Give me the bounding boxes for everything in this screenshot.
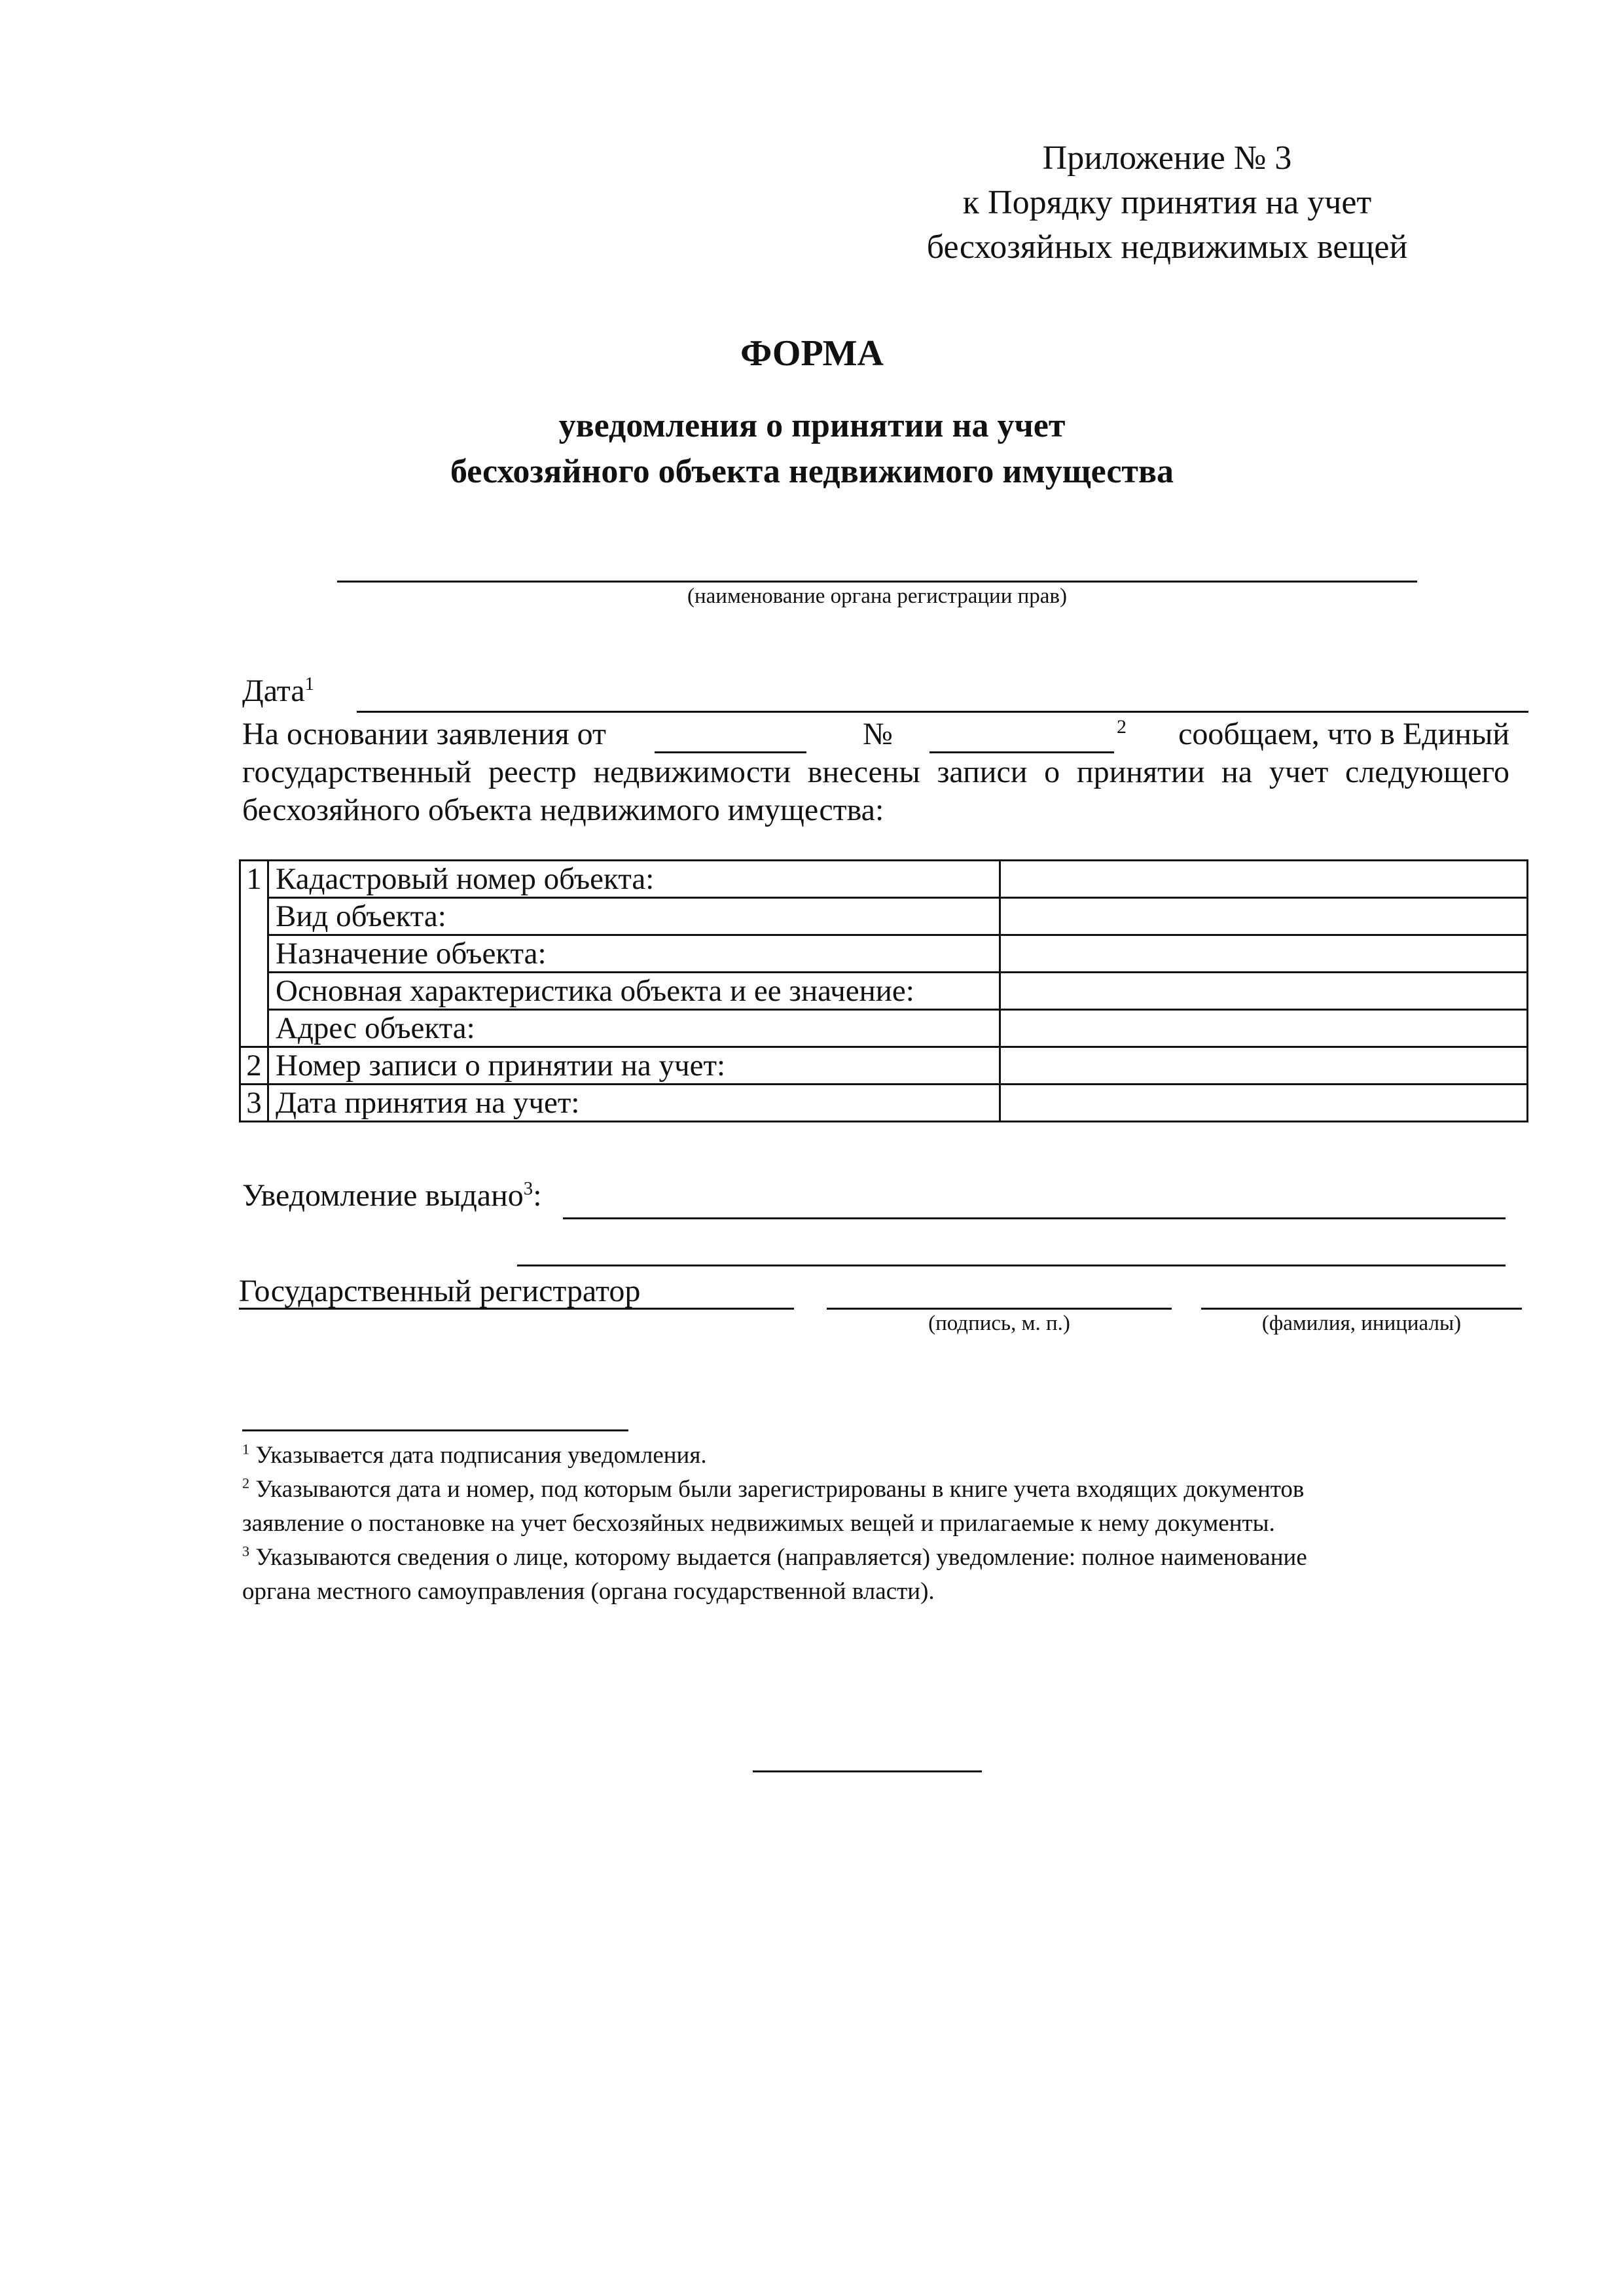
footnote-3-line-2: органа местного самоуправления (органа государственной власти). [242, 1578, 935, 1605]
row-label-registration-date: Дата принятия на учет: [268, 1085, 1000, 1122]
footnote-2-line-2: заявление о постановке на учет бесхозяйных недвижимых вещей и прилагаемые к нему документы. [242, 1510, 1275, 1537]
row-value-main-characteristic[interactable] [1000, 973, 1528, 1010]
subtitle-line-1: уведомления о принятии на учет [558, 407, 1066, 444]
date-field-line[interactable] [357, 711, 1528, 713]
issued-field-line-2[interactable] [517, 1265, 1506, 1266]
row-value-record-number[interactable] [1000, 1047, 1528, 1085]
name-field-line[interactable] [1201, 1308, 1522, 1310]
name-caption: (фамилия, инициалы) [1261, 1312, 1462, 1335]
row-label-record-number: Номер записи о принятии на учет: [268, 1047, 1000, 1085]
appendix-line-3: бесхозяйных недвижимых вещей [926, 228, 1408, 266]
row-number: 2 [240, 1047, 268, 1085]
row-label-purpose: Назначение объекта: [268, 935, 1000, 973]
row-value-object-type[interactable] [1000, 898, 1528, 935]
issued-field-line-1[interactable] [563, 1217, 1506, 1219]
footnote-2-line-1: $^2$ Указываются дата и номер, под которым были зарегистрированы в книге учета входящих документов [242, 1475, 1305, 1503]
table-row [240, 861, 1528, 898]
number-sign: № [863, 717, 893, 751]
table-row [240, 973, 1528, 1010]
appendix-line-2: к Порядку принятия на учет [962, 184, 1372, 221]
table-row [240, 1047, 1528, 1085]
row-number: 1 [240, 861, 268, 1047]
statement-part-2: сообщаем, что в Единый [1178, 717, 1509, 751]
footnote-mark-2: 2 [1117, 716, 1127, 738]
row-value-registration-date[interactable] [1000, 1085, 1528, 1122]
appendix-header [840, 136, 1494, 270]
row-label-cadastral-number: Кадастровый номер объекта: [268, 861, 1000, 898]
registrar-label-underline [239, 1308, 794, 1310]
table-row [240, 1085, 1528, 1122]
statement-line-3: бесхозяйного объекта недвижимого имущества: [242, 793, 884, 827]
appendix-line-1: Приложение № 3 [1042, 139, 1292, 177]
row-value-address[interactable] [1000, 1010, 1528, 1047]
registrar-label: Государственный регистратор [239, 1274, 641, 1308]
authority-caption: (наименование органа регистрации прав) [687, 584, 1067, 608]
end-divider [753, 1770, 982, 1772]
authority-name-line[interactable] [337, 581, 1417, 583]
statement-line-2: государственный реестр недвижимости внесены записи о принятии на учет следующего [242, 755, 1509, 789]
signature-caption: (подпись, м. п.) [928, 1312, 1070, 1335]
form-subtitle [0, 403, 1624, 495]
row-label-object-type: Вид объекта: [268, 898, 1000, 935]
footnote-separator [242, 1429, 628, 1431]
row-value-cadastral-number[interactable] [1000, 861, 1528, 898]
footnote-3-line-1: $^3$ Указываются сведения о лице, которому выдается (направляется) уведомление: полное наименование [242, 1543, 1307, 1571]
statement-part-1: На основании заявления от [242, 717, 606, 751]
row-label-address: Адрес объекта: [268, 1010, 1000, 1047]
subtitle-line-2: бесхозяйного объекта недвижимого имущества [450, 453, 1174, 490]
issued-label: Уведомление выдано$^3$: [242, 1178, 542, 1213]
form-title: ФОРМА [740, 333, 884, 374]
object-info-table [239, 859, 1528, 1122]
row-value-purpose[interactable] [1000, 935, 1528, 973]
footnote-1: $^1$ Указывается дата подписания уведомления. [242, 1441, 707, 1469]
row-label-main-characteristic: Основная характеристика объекта и ее значение: [268, 973, 1000, 1010]
date-label: Дата$^1$ [242, 673, 315, 708]
signature-field-line[interactable] [827, 1308, 1172, 1310]
row-number: 3 [240, 1085, 268, 1122]
table-row [240, 935, 1528, 973]
table-row [240, 898, 1528, 935]
table-row [240, 1010, 1528, 1047]
